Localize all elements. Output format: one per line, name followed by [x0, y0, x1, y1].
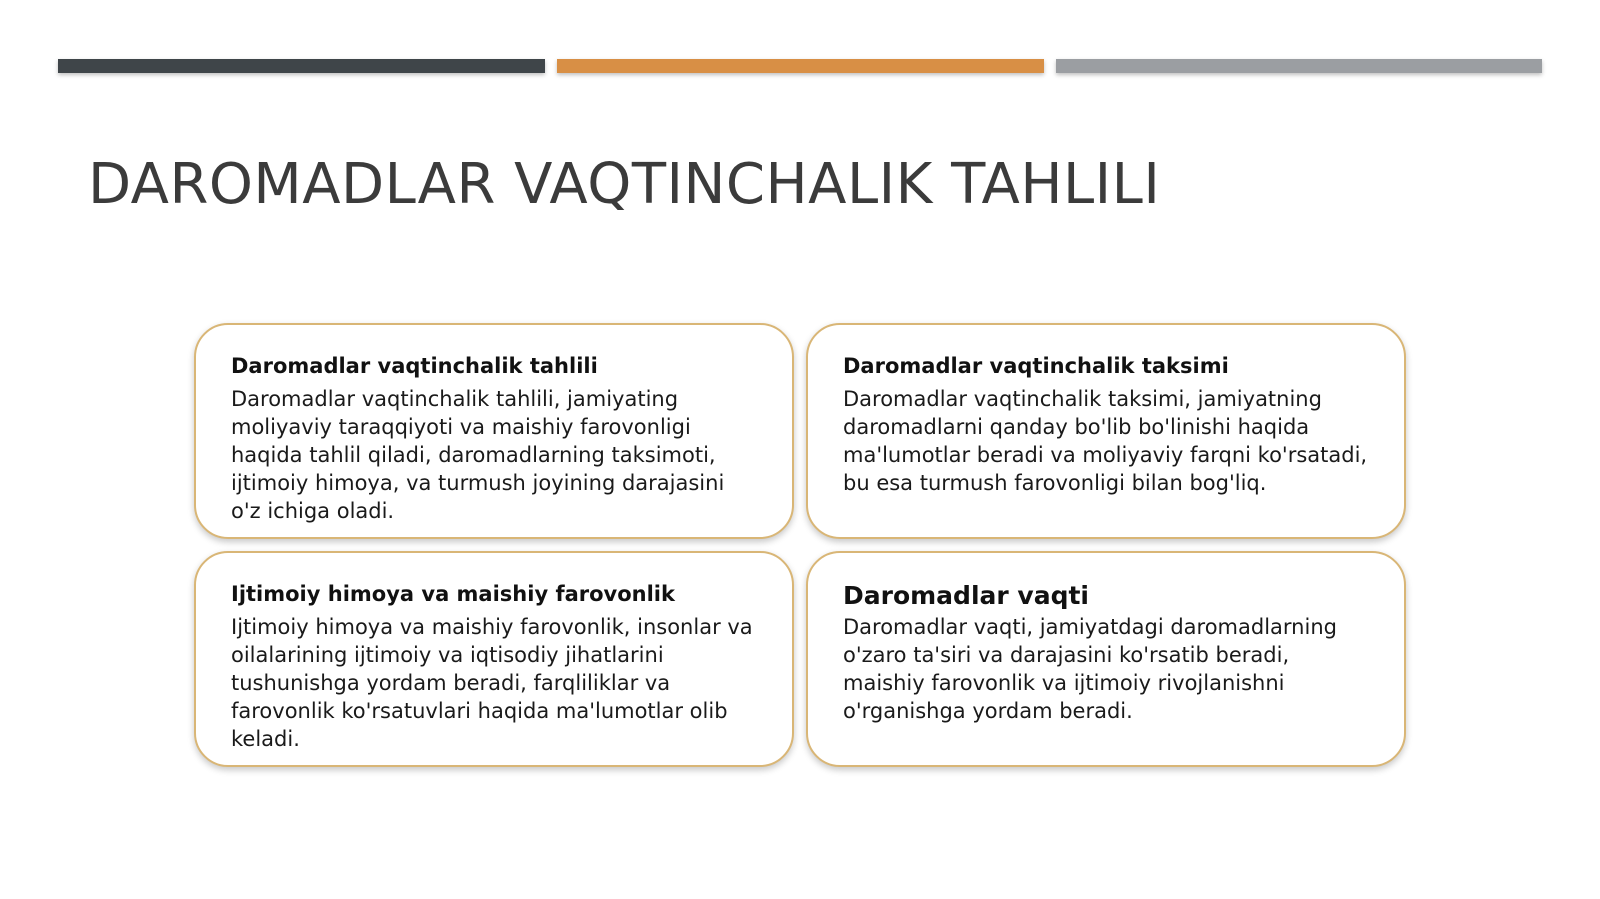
decorative-bar-gray: [1056, 59, 1542, 73]
top-decorative-bars: [58, 59, 1542, 73]
card-text: Ijtimoiy himoya va maishiy farovonlik, insonlar va oilalarining ijtimoiy va iqtisodiy jihatlarini tushunishga yordam beradi, farqliliklar va farovonlik ko'rsatuvlari haqida ma'lumotlar olib keladi.: [231, 615, 753, 751]
info-card-income-time: [806, 551, 1406, 767]
card-text: Daromadlar vaqtinchalik taksimi, jamiyatning daromadlarni qanday bo'lib bo'linishi haqida ma'lumotlar beradi va moliyaviy farqni ko'rsatadi, bu esa turmush farovonligi bilan bog'liq.: [843, 387, 1368, 495]
card-text: Daromadlar vaqti, jamiyatdagi daromadlarning o'zaro ta'siri va darajasini ko'rsatib beradi, maishiy farovonlik va ijtimoiy rivojlanishni o'rganishga yordam beradi.: [843, 615, 1337, 723]
card-heading: Daromadlar vaqtinchalik tahlili: [231, 354, 598, 378]
card-heading: Daromadlar vaqtinchalik taksimi: [843, 354, 1229, 378]
slide-title: DAROMADLAR VAQTINCHALIK TAHLILI: [88, 152, 1161, 217]
card-heading: Ijtimoiy himoya va maishiy farovonlik: [231, 582, 675, 606]
card-heading: Daromadlar vaqti: [843, 581, 1089, 610]
decorative-bar-dark: [58, 59, 545, 73]
decorative-bar-orange: [557, 59, 1044, 73]
info-card-social-protection-welfare: [194, 551, 794, 767]
info-card-income-temporal-distribution: [806, 323, 1406, 539]
card-text: Daromadlar vaqtinchalik tahlili, jamiyating moliyaviy taraqqiyoti va maishiy farovonligi haqida tahlil qiladi, daromadlarning taksimoti, ijtimoiy himoya, va turmush joyining darajasini o'z ichiga oladi.: [231, 387, 725, 523]
info-card-income-temporal-analysis: [194, 323, 794, 539]
